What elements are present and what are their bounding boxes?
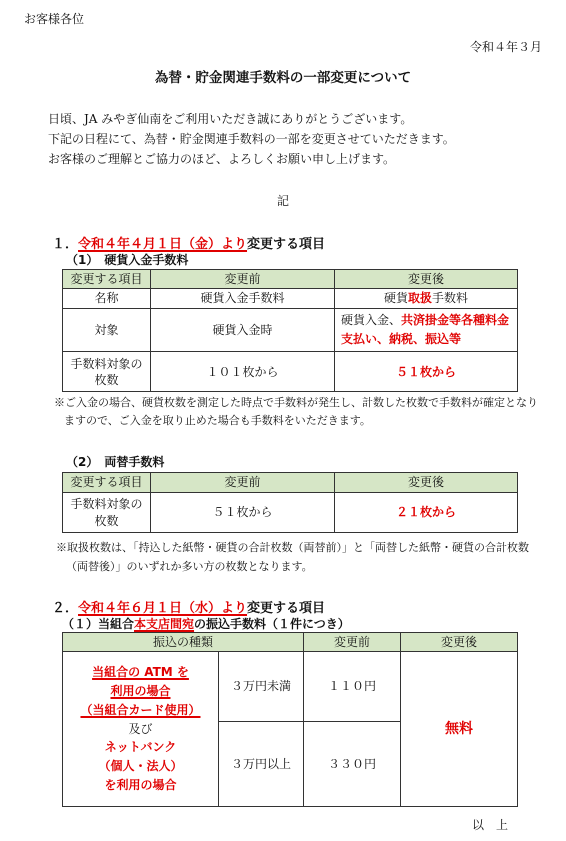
type-line: （個人・法人） (98, 759, 183, 774)
row-before: ５１枚から (151, 493, 335, 533)
title-pre: （１）当組合 (62, 617, 135, 631)
intro-line-3: お客様のご理解とご協力のほど、よろしくお願い申し上げます。 (48, 152, 396, 166)
title-post: の振込手数料（１件につき） (194, 617, 350, 631)
type-line: を利用の場合 (104, 778, 177, 793)
section1-date: 令和４年４月１日（金）より (78, 237, 248, 252)
date: 令和４年３月 (470, 40, 543, 54)
after-text-end: 手数料 (432, 291, 469, 306)
row-item (63, 493, 151, 533)
row-item: 対象 (63, 309, 151, 352)
transfer-type-cell (63, 652, 219, 807)
section2-sub1-title (62, 615, 350, 632)
intro-line-1: 日頃、JA みやぎ仙南をご利用いただき誠にありがとうございます。 (48, 112, 413, 126)
table-header-row (63, 270, 518, 289)
section1-sub2-note-line-1: ※取扱枚数は、「持込した紙幣・硬貨の合計枚数（両替前）」と「両替した紙幣・硬貨の合計枚数 (56, 541, 529, 554)
header-item: 変更する項目 (63, 473, 151, 493)
header-item: 変更する項目 (63, 270, 151, 289)
amount-range: ３万円以上 (219, 722, 304, 807)
intro-line-2: 下記の日程にて、為替・貯金関連手数料の一部を変更させていただきます。 (48, 132, 455, 146)
row-after: ５１枚から (335, 352, 518, 392)
page-title: 為替・貯金関連手数料の一部変更について (154, 70, 412, 86)
section2-number: ２． (52, 601, 79, 616)
table-header-row (63, 633, 518, 652)
table-row (63, 352, 518, 392)
table-row (63, 652, 518, 722)
section1-sub1-title: （1） 硬貨入金手数料 (66, 253, 189, 267)
fee-before: １１０円 (304, 652, 401, 722)
section1-sub2-note-line-2: （両替後）」のいずれか多い方の枚数となります。 (66, 560, 313, 573)
type-line: 及び (128, 721, 153, 736)
table-row (63, 309, 518, 352)
section1-note-line-2: ますので、ご入金を取り止めた場合も手数料をいただきます。 (64, 414, 371, 427)
section1-heading (52, 233, 325, 252)
header-before: 変更前 (151, 473, 335, 493)
fee-before: ３３０円 (304, 722, 401, 807)
item-line-1: 手数料対象の (70, 356, 143, 371)
row-after: ２１枚から (335, 493, 518, 533)
header-before: 変更前 (151, 270, 335, 289)
ki-mark: 記 (276, 194, 289, 208)
closing: 以 上 (472, 818, 509, 832)
item-line-2: 枚数 (94, 372, 119, 387)
coin-deposit-fee-table (62, 269, 518, 392)
table-row (63, 289, 518, 309)
section1-sub2-title: （2） 両替手数料 (66, 455, 165, 469)
item-line-2: 枚数 (94, 513, 119, 528)
table-row (63, 493, 518, 533)
row-after (335, 289, 518, 309)
section1-note-line-1: ※ご入金の場合、硬貨枚数を測定した時点で手数料が発生し、計数した枚数で手数料が確定となり (54, 396, 538, 409)
header-after: 変更後 (335, 270, 518, 289)
row-item: 名称 (63, 289, 151, 309)
after-text: 硬貨 (383, 291, 408, 306)
fee-after: 無料 (401, 652, 518, 807)
table-header-row (63, 473, 518, 493)
exchange-fee-table (62, 472, 518, 533)
after-text: 硬貨入金、 (341, 313, 402, 327)
row-before: １０１枚から (151, 352, 335, 392)
title-highlight: 本支店間宛 (134, 617, 195, 631)
addressee: お客様各位 (24, 12, 85, 26)
type-line: （当組合カード使用） (80, 702, 201, 717)
type-line: ネットバンク (104, 740, 177, 755)
after-highlight: 共済掛金等各種料金支払い、納税、振込等 (341, 313, 510, 347)
transfer-fee-table (62, 632, 518, 807)
type-line: 利用の場合 (110, 683, 171, 698)
after-highlight: 取扱 (407, 291, 432, 306)
section2-suffix: 変更する項目 (247, 601, 326, 616)
item-line-1: 手数料対象の (70, 497, 143, 512)
section2-date: 令和４年６月１日（水）より (78, 601, 248, 616)
amount-range: ３万円未満 (219, 652, 304, 722)
header-type: 振込の種類 (63, 633, 304, 652)
row-item (63, 352, 151, 392)
header-after: 変更後 (335, 473, 518, 493)
section2-heading (52, 597, 325, 616)
row-before: 硬貨入金時 (151, 309, 335, 352)
type-line: 当組合の ATM を (92, 664, 189, 679)
row-before: 硬貨入金手数料 (151, 289, 335, 309)
row-after (335, 309, 518, 352)
section1-suffix: 変更する項目 (247, 237, 326, 252)
header-after: 変更後 (401, 633, 518, 652)
header-before: 変更前 (304, 633, 401, 652)
section1-number: １． (52, 237, 79, 252)
